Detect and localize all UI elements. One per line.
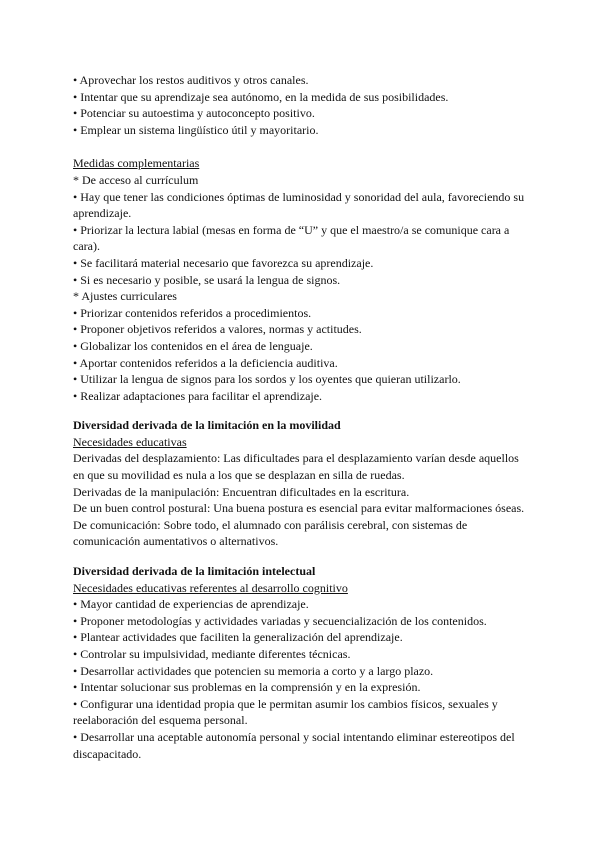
list-item: • Proponer metodologías y actividades variadas y secuencialización de los contenidos.: [73, 613, 487, 628]
spacer: [73, 404, 533, 417]
paragraph: Derivadas de la manipulación: Encuentran dificultades en la escritura.: [73, 484, 410, 499]
list-item: • Se facilitará material necesario que favorezca su aprendizaje.: [73, 255, 374, 270]
list-item: • Hay que tener las condiciones óptimas de luminosidad y sonoridad del aula, favoreciendo su aprendizaje.: [73, 189, 525, 221]
category-label: * Ajustes curriculares: [73, 289, 177, 304]
list-item: • Proponer objetivos referidos a valores, normas y actitudes.: [73, 322, 362, 337]
list-item: • Globalizar los contenidos en el área de lenguaje.: [73, 338, 313, 353]
spacer: [73, 138, 533, 155]
list-item: • Intentar que su aprendizaje sea autónomo, en la medida de sus posibilidades.: [73, 89, 449, 104]
list-item: • Si es necesario y posible, se usará la lengua de signos.: [73, 272, 341, 287]
list-item: • Realizar adaptaciones para facilitar el aprendizaje.: [73, 388, 323, 403]
intelectual-section: [73, 563, 533, 762]
list-item: • Potenciar su autoestima y autoconcepto positivo.: [73, 106, 315, 121]
list-item: • Emplear un sistema lingüístico útil y mayoritario.: [73, 122, 319, 137]
section-subheading: Necesidades educativas: [73, 434, 187, 449]
movilidad-section: [73, 417, 533, 550]
intro-list: [73, 72, 533, 138]
list-item: • Utilizar la lengua de signos para los sordos y los oyentes que quieran utilizarlo.: [73, 372, 461, 387]
category-label: * De acceso al currículum: [73, 172, 199, 187]
list-item: • Priorizar contenidos referidos a procedimientos.: [73, 305, 312, 320]
list-item: • Desarrollar una aceptable autonomía personal y social intentando eliminar estereotipos del discapacitado.: [73, 729, 515, 761]
paragraph: De un buen control postural: Una buena postura es esencial para evitar malformaciones óseas.: [73, 501, 525, 516]
paragraph: De comunicación: Sobre todo, el alumnado con parálisis cerebral, con sistemas de comunicación aumentativos o alternativos.: [73, 517, 468, 549]
list-item: • Aprovechar los restos auditivos y otros canales.: [73, 73, 309, 87]
medidas-section: [73, 155, 533, 404]
section-title: Diversidad derivada de la limitación intelectual: [73, 564, 316, 579]
section-subheading: Necesidades educativas referentes al desarrollo cognitivo: [73, 580, 348, 595]
document-page: [73, 72, 533, 762]
list-item: • Aportar contenidos referidos a la deficiencia auditiva.: [73, 355, 338, 370]
list-item: • Intentar solucionar sus problemas en la comprensión y en la expresión.: [73, 680, 421, 695]
section-subheading: Medidas complementarias: [73, 156, 200, 171]
list-item: • Configurar una identidad propia que le permitan asumir los cambios físicos, sexuales y reelaboración del esquema personal.: [73, 696, 498, 728]
section-title: Diversidad derivada de la limitación en la movilidad: [73, 418, 341, 433]
spacer: [73, 550, 533, 563]
paragraph: Derivadas del desplazamiento: Las dificultades para el desplazamiento varían desde aquellos en que su movilidad es nula a los que se desplazan en silla de ruedas.: [73, 451, 519, 483]
list-item: • Mayor cantidad de experiencias de aprendizaje.: [73, 597, 309, 612]
list-item: • Priorizar la lectura labial (mesas en forma de “U” y que el maestro/a se comunique cara a cara).: [73, 222, 510, 254]
list-item: • Controlar su impulsividad, mediante diferentes técnicas.: [73, 647, 351, 661]
list-item: • Desarrollar actividades que potencien su memoria a corto y a largo plazo.: [73, 663, 434, 678]
list-item: • Plantear actividades que faciliten la generalización del aprendizaje.: [73, 630, 403, 645]
